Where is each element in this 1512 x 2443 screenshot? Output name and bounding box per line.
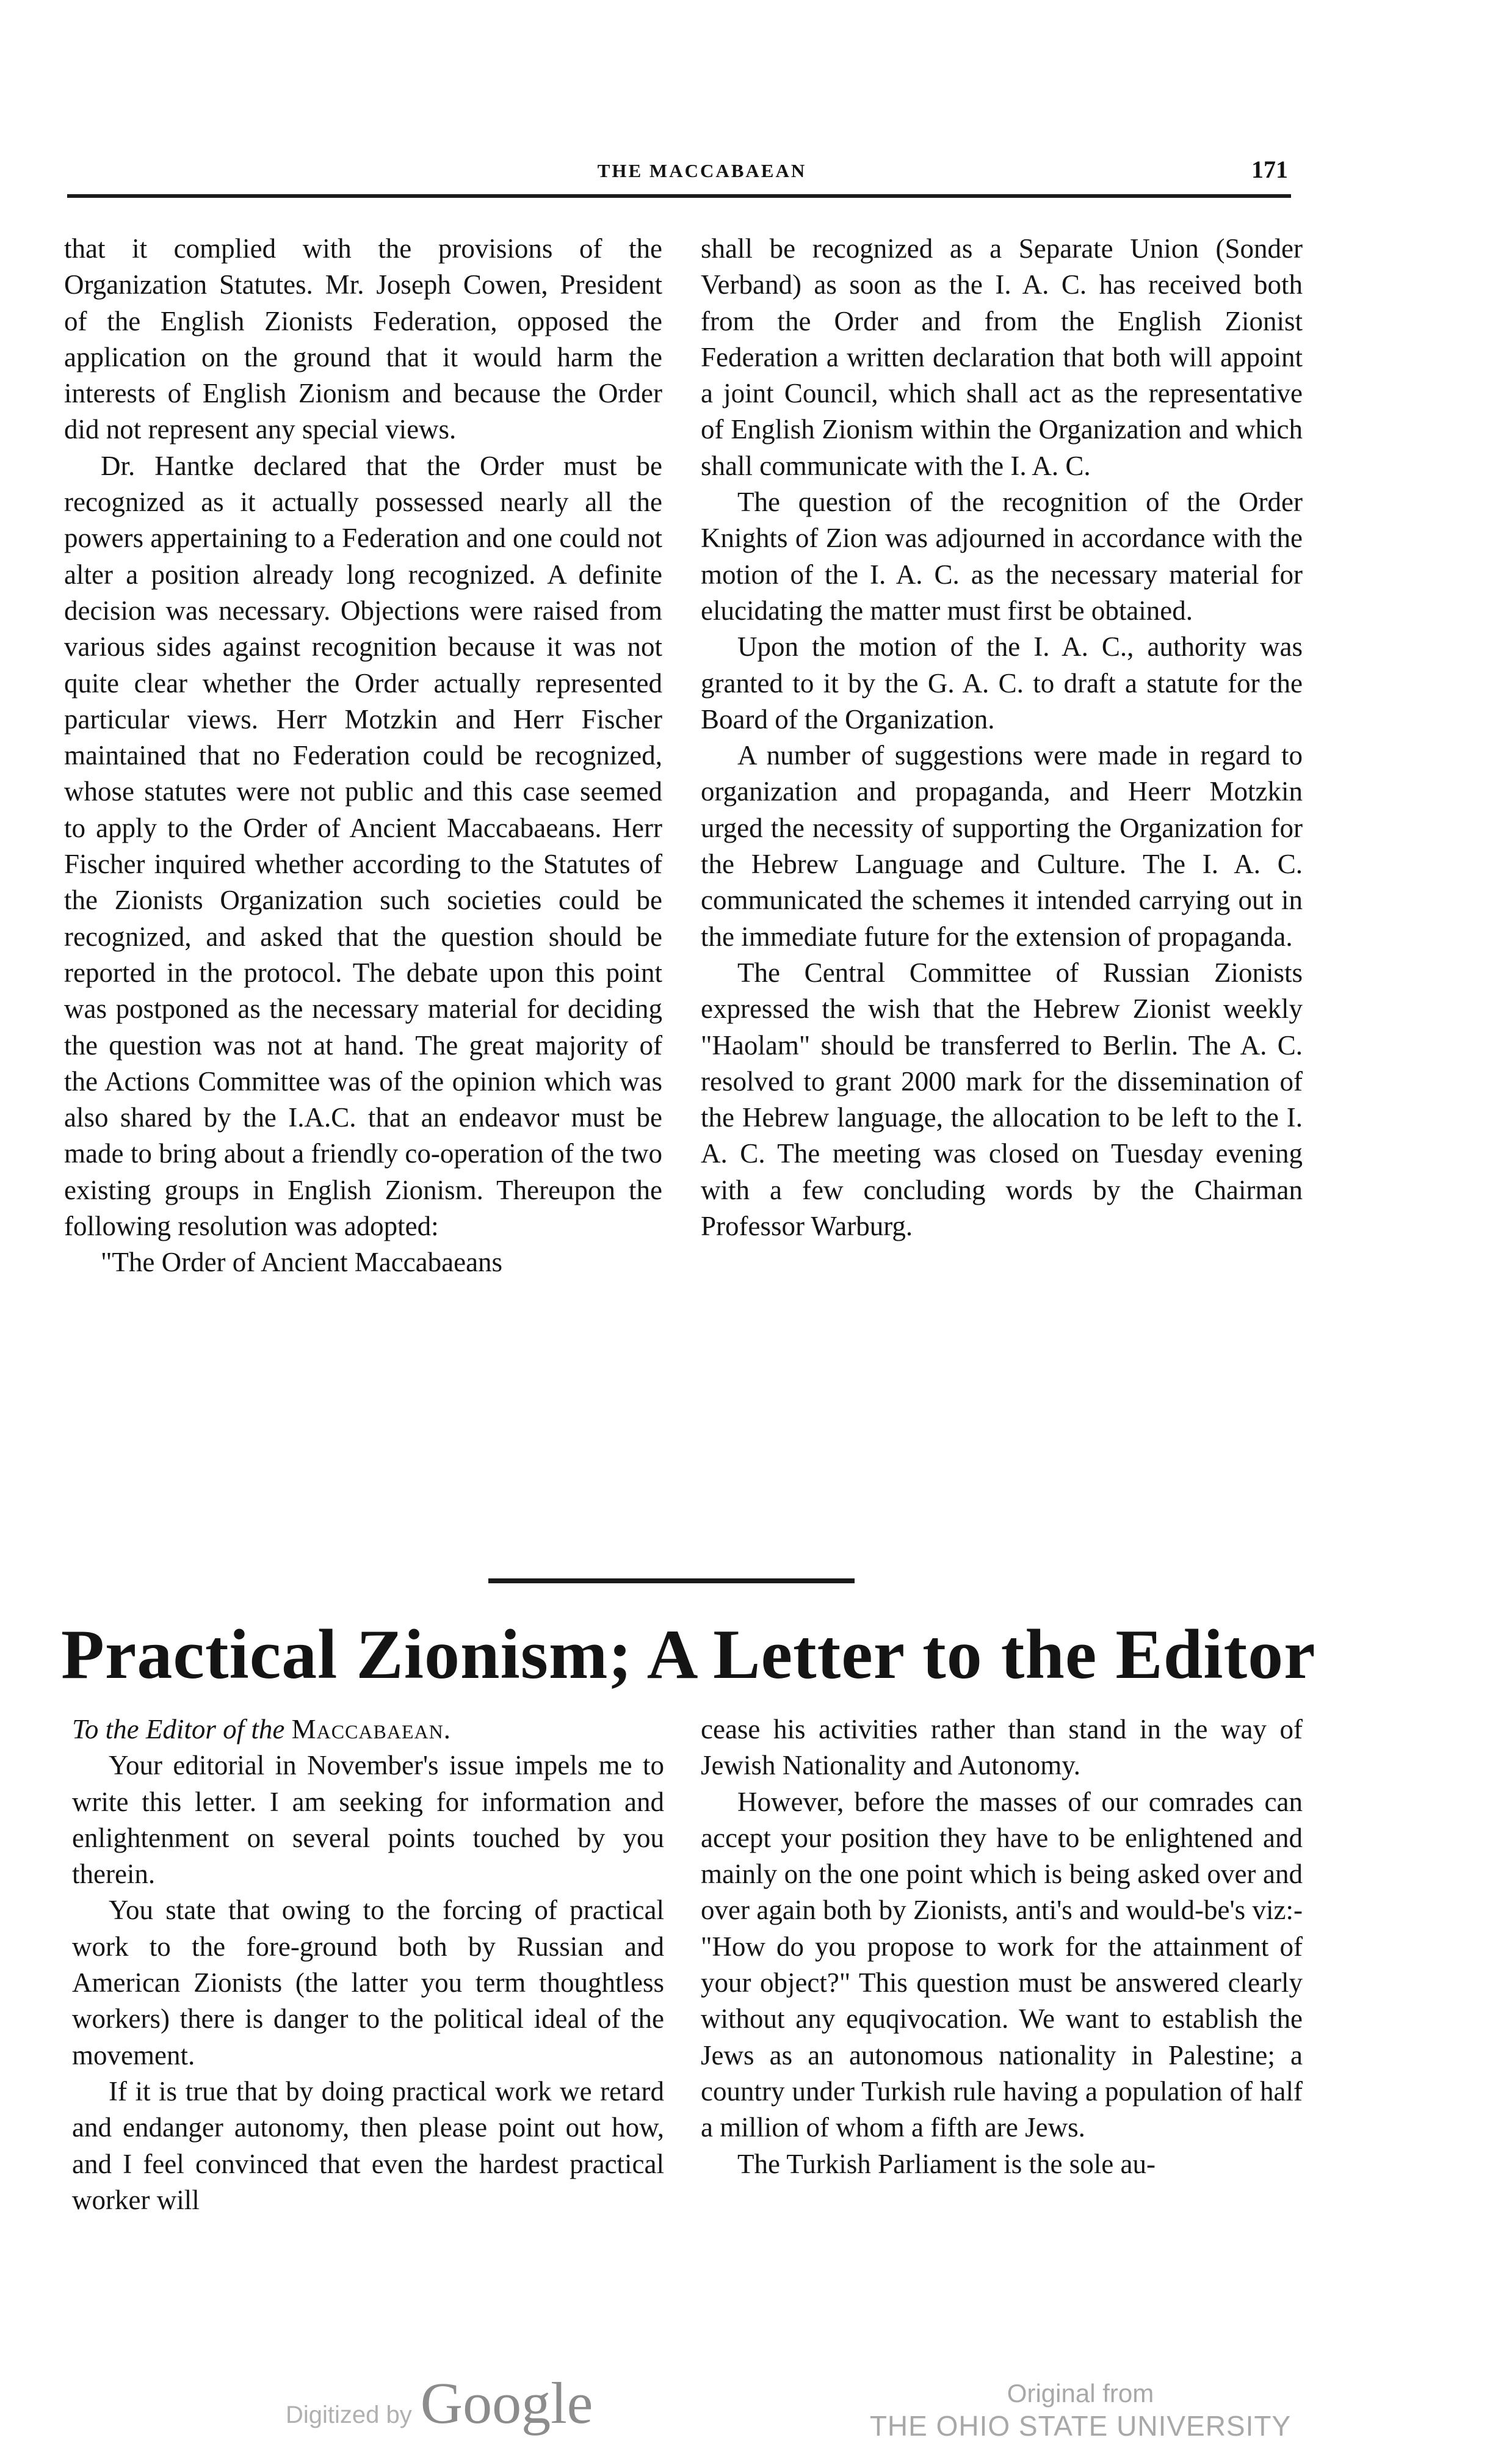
- report-paragraph: The question of the recognition of the Order Knights of Zion was adjourned in accordance with the motion of the I. A. C. as the necessary material for elucidating the matter must first be obtained.: [701, 487, 1303, 626]
- report-paragraph: The Central Committee of Russian Zionists expressed the wish that the Hebrew Zionist weekly "Haolam" should be transferred to Berlin. The A. C. resolved to grant 2000 mark for the dissemination of the Hebrew language, the allocation to be left to the I. A. C. The meeting was closed on Tuesday evening with a few concluding words by the Chairman Professor Warburg.: [701, 957, 1303, 1242]
- salutation-publication: Maccabaean.: [291, 1714, 451, 1744]
- report-left-column: [64, 231, 662, 1281]
- letter-left-column: [72, 1712, 664, 2218]
- letter-paragraph: cease his activities rather than stand in the way of Jewish Nationality and Autonomy.: [701, 1714, 1303, 1781]
- page-number: 171: [1251, 156, 1288, 183]
- letter-paragraph: However, before the masses of our comrades can accept your position they have to be enlightened and mainly on the one point which is being asked over and over again both by Zionists, anti's and would-be's viz:- "How do you propose to work for the attainment of your object?" This question must be answered clearly without any equqivocation. We want to establish the Jews as an autonomous nationality in Palestine; a country under Turkish rule having a population of half a million of whom a fifth are Jews.: [701, 1786, 1303, 2143]
- letter-right-column: [701, 1712, 1303, 2182]
- report-paragraph: Dr. Hantke declared that the Order must be recognized as it actually possessed nearly all the powers appertaining to a Federation and one could not alter a position already long recognized. A definite decision was necessary. Objections were raised from various sides against recognition because it was not quite clear whether the Order actually represented particular views. Herr Motzkin and Herr Fischer maintained that no Federation could be recognized, whose statutes were not public and this case seemed to apply to the Order of Ancient Maccabaeans. Herr Fischer inquired whether according to the Statutes of the Zionists Organization such societies could be recognized, and asked that the question should be reported in the protocol. The debate upon this point was postponed as the necessary material for deciding the question was not at hand. The great majority of the Actions Committee was of the opinion which was also shared by the I.A.C. that an endeavor must be made to bring about a friendly co-operation of the two existing groups in English Zionism. Thereupon the following resolution was adopted:: [64, 450, 662, 1242]
- report-paragraph: that it complied with the provisions of the Organization Statutes. Mr. Joseph Cowen, President of the English Zionists Federation, opposed the application on the ground that it would harm the interests of English Zionism and because the Order did not represent any special views.: [64, 233, 662, 445]
- letter-salutation: [72, 1712, 664, 1748]
- letter-paragraph: The Turkish Parliament is the sole au-: [737, 2148, 1156, 2179]
- report-paragraph: A number of suggestions were made in regard to organization and propaganda, and Heerr Motzkin urged the necessity of supporting the Organization for the Hebrew Language and Culture. The I. A. C. communicated the schemes it intended carrying out in the immediate future for the extension of propaganda.: [701, 740, 1303, 952]
- original-from-watermark: [867, 2378, 1294, 2443]
- google-logo: Google: [420, 2370, 593, 2436]
- salutation-prefix: To the Editor of the: [72, 1714, 285, 1744]
- letter-paragraph: Your editorial in November's issue impels me to write this letter. I am seeking for information and enlightenment on several points touched by you therein.: [72, 1750, 664, 1890]
- header-rule: [67, 194, 1291, 198]
- letter-paragraph: You state that owing to the forcing of practical work to the fore-ground both by Russian and American Zionists (the latter you term thoughtless workers) there is danger to the political ideal of the movement.: [72, 1895, 664, 2071]
- report-paragraph: Upon the motion of the I. A. C., authority was granted to it by the G. A. C. to draft a statute for the Board of the Organization.: [701, 631, 1303, 735]
- report-paragraph: shall be recognized as a Separate Union (Sonder Verband) as soon as the I. A. C. has received both from the Order and from the English Zionist Federation a written declaration that both will appoint a joint Council, which shall act as the representative of English Zionism within the Organization and which shall communicate with the I. A. C.: [701, 233, 1303, 481]
- running-head: [67, 156, 1288, 197]
- running-title: THE MACCABAEAN: [597, 160, 807, 181]
- original-label: Original from: [1007, 2379, 1154, 2408]
- report-paragraph: "The Order of Ancient Maccabaeans: [101, 1247, 503, 1278]
- digitized-by-watermark: [286, 2369, 593, 2437]
- digitized-label: Digitized by: [286, 2401, 412, 2428]
- article-title: Practical Zionism; A Letter to the Editor: [61, 1616, 1316, 1694]
- institution-name: THE OHIO STATE UNIVERSITY: [869, 2410, 1292, 2442]
- report-right-column: [701, 231, 1303, 1244]
- section-divider: [488, 1578, 855, 1583]
- letter-paragraph: If it is true that by doing practical work we retard and endanger autonomy, then please point out how, and I feel convinced that even the hardest practical worker will: [72, 2075, 664, 2215]
